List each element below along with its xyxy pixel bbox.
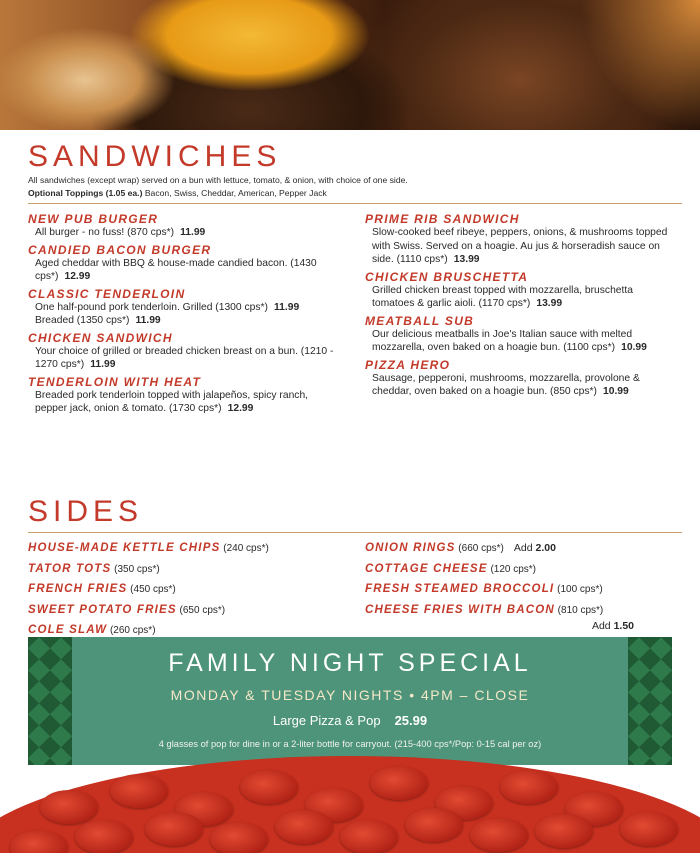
item-price: 12.99 bbox=[64, 271, 91, 282]
side-item bbox=[28, 600, 269, 621]
family-night-title: FAMILY NIGHT SPECIAL bbox=[168, 649, 532, 677]
side-name: TATOR TOTS bbox=[28, 562, 112, 575]
item-price: 11.99 bbox=[273, 301, 300, 313]
side-calories: (260 cps*) bbox=[109, 625, 156, 636]
side-item bbox=[28, 579, 269, 600]
toppings-list: Bacon, Swiss, Cheddar, American, Pepper Jack bbox=[144, 188, 327, 198]
side-calories: (120 cps*) bbox=[490, 563, 537, 575]
side-name: FRESH STEAMED BROCCOLI bbox=[365, 583, 555, 595]
menu-item bbox=[28, 212, 338, 240]
item-description: Sausage, pepperoni, mushrooms, mozzarella, provolone & cheddar, oven baked on a hoagie bun. (850 cps*) bbox=[372, 372, 640, 397]
sides-divider bbox=[28, 532, 682, 533]
toppings-line bbox=[28, 188, 327, 198]
side-calories: (350 cps*) bbox=[114, 563, 160, 575]
item-description: Grilled chicken breast topped with mozzarella, bruschetta tomatoes & garlic aioli. (1170 cps*) bbox=[372, 284, 633, 309]
item-name: CHICKEN SANDWICH bbox=[28, 330, 173, 345]
family-night-note: 4 glasses of pop for dine in or a 2-liter bottle for carryout. (215-400 cps*/Pop: 0-15 cal per oz) bbox=[158, 739, 542, 749]
sandwiches-intro: All sandwiches (except wrap) served on a bun with lettuce, tomato, & onion, with choice of one side. bbox=[28, 175, 408, 185]
side-item bbox=[28, 559, 269, 580]
item-price: 11.99 bbox=[180, 227, 206, 238]
item-price: 12.99 bbox=[227, 403, 254, 414]
sandwiches-divider bbox=[28, 203, 682, 204]
sandwiches-right-column bbox=[365, 212, 670, 402]
item-description: Slow-cooked beef ribeye, peppers, onions, & mushrooms topped with Swiss. Served on a hoagie. Au jus & horseradish sauce on side. (1110 cps*) bbox=[372, 227, 668, 265]
sides-add-note: Add 1.50 bbox=[591, 620, 634, 632]
side-add-price: 2.00 bbox=[535, 542, 556, 554]
side-item bbox=[365, 579, 603, 600]
item-name: PRIME RIB SANDWICH bbox=[365, 212, 520, 226]
menu-item bbox=[365, 270, 670, 311]
item-description: All burger - no fuss! (870 cps*) bbox=[35, 227, 175, 238]
family-night-offer: Large Pizza & Pop 25.99 bbox=[272, 713, 428, 728]
item-description-alt: Breaded (1350 cps*) bbox=[35, 315, 130, 326]
side-item bbox=[365, 600, 603, 621]
item-name: CHICKEN BRUSCHETTA bbox=[365, 269, 529, 284]
pepperoni-pizza-image bbox=[0, 752, 700, 853]
side-calories: (450 cps*) bbox=[130, 584, 176, 595]
item-name: CLASSIC TENDERLOIN bbox=[28, 286, 186, 301]
side-name: FRENCH FRIES bbox=[28, 583, 128, 595]
item-name: NEW PUB BURGER bbox=[28, 212, 159, 226]
side-calories: (660 cps*) bbox=[458, 543, 504, 554]
menu-item bbox=[365, 212, 670, 267]
item-price: 10.99 bbox=[602, 386, 629, 397]
family-night-subtitle: MONDAY & TUESDAY NIGHTS • 4PM – CLOSE bbox=[170, 687, 530, 703]
item-description: Our delicious meatballs in Joe's Italian sauce with melted mozzarella, oven baked on a hoagie bun. (1100 cps*) bbox=[372, 328, 633, 353]
side-calories: (240 cps*) bbox=[223, 543, 269, 554]
item-description: One half-pound pork tenderloin. Grilled (1300 cps*) bbox=[35, 301, 268, 313]
item-name: CANDIED BACON BURGER bbox=[28, 242, 212, 257]
side-item bbox=[365, 559, 603, 580]
sides-add-price: 1.50 bbox=[613, 620, 634, 632]
hero-burger-image bbox=[0, 0, 700, 130]
menu-item bbox=[28, 287, 338, 328]
item-price-alt: 11.99 bbox=[135, 315, 161, 326]
side-name: COTTAGE CHEESE bbox=[365, 562, 488, 575]
item-name: PIZZA HERO bbox=[365, 357, 451, 372]
side-item bbox=[28, 538, 269, 559]
side-name: SWEET POTATO FRIES bbox=[28, 603, 177, 616]
side-item bbox=[365, 538, 603, 559]
family-night-banner bbox=[28, 637, 672, 765]
sandwiches-title: SANDWICHES bbox=[28, 140, 282, 173]
menu-item bbox=[365, 314, 670, 355]
item-description: Breaded pork tenderloin topped with jalapeños, spicy ranch, pepper jack, onion & tomato. (1730 cps*) bbox=[35, 389, 309, 414]
sides-right-column bbox=[365, 538, 603, 620]
menu-item bbox=[28, 243, 338, 284]
side-name: HOUSE-MADE KETTLE CHIPS bbox=[28, 542, 221, 554]
diamond-pattern-right bbox=[628, 637, 672, 765]
menu-item bbox=[28, 375, 338, 416]
side-add-label: Add 2.00 bbox=[513, 542, 556, 554]
sides-title: SIDES bbox=[28, 495, 144, 528]
side-calories: (650 cps*) bbox=[179, 604, 226, 616]
toppings-label: Optional Toppings (1.05 ea.) bbox=[28, 188, 143, 198]
item-price: 13.99 bbox=[536, 298, 563, 309]
sides-left-column bbox=[28, 538, 269, 641]
family-night-price: 25.99 bbox=[394, 713, 428, 728]
item-price: 11.99 bbox=[90, 359, 116, 370]
item-price: 10.99 bbox=[621, 342, 647, 353]
menu-item bbox=[365, 358, 670, 399]
diamond-pattern-left bbox=[28, 637, 72, 765]
menu-item bbox=[28, 331, 338, 372]
side-name: CHEESE FRIES WITH BACON bbox=[365, 603, 555, 616]
side-calories: (100 cps*) bbox=[557, 584, 603, 595]
sandwiches-left-column bbox=[28, 212, 338, 419]
item-name: MEATBALL SUB bbox=[365, 313, 475, 328]
item-description: Your choice of grilled or breaded chicken breast on a bun. (1210 - 1270 cps*) bbox=[35, 345, 334, 370]
item-price: 13.99 bbox=[453, 254, 480, 265]
item-description: Aged cheddar with BBQ & house-made candied bacon. (1430 cps*) bbox=[35, 257, 317, 282]
side-name: ONION RINGS bbox=[365, 542, 456, 554]
item-name: TENDERLOIN WITH HEAT bbox=[28, 374, 202, 389]
side-name: COLE SLAW bbox=[28, 624, 108, 636]
side-calories: (810 cps*) bbox=[557, 604, 604, 616]
